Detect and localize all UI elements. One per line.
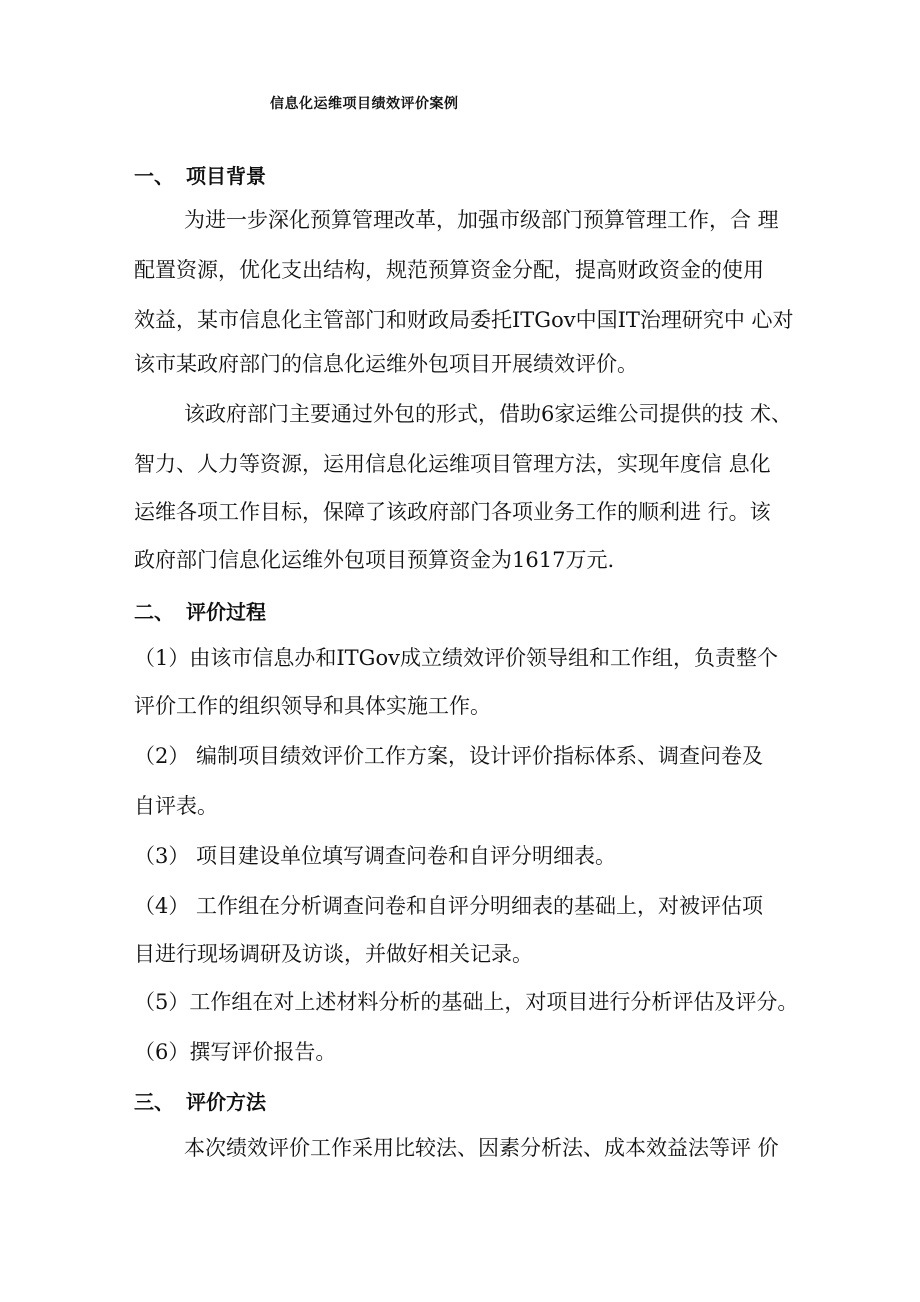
document-title: 信息化运维项目绩效评价案例: [270, 96, 459, 112]
section-number: 三、: [134, 1090, 174, 1114]
section-heading-1: [134, 160, 266, 189]
list-item-line: （4） 工作组在分析调查问卷和自评分明细表的基础上，对被评估项: [134, 894, 764, 918]
section-title: 评价过程: [186, 600, 266, 624]
paragraph-line: 本次绩效评价工作采用比较法、因素分析法、成本效益法等评 价: [184, 1136, 779, 1160]
section-number: 一、: [134, 164, 174, 188]
list-item-line: （5）工作组在对上述材料分析的基础上，对项目进行分析评估及评分。: [134, 990, 799, 1014]
list-item-line: （2） 编制项目绩效评价工作方案，设计评价指标体系、调查问卷及: [134, 744, 764, 768]
list-item-line: 评价工作的组织领导和具体实施工作。: [134, 694, 491, 718]
list-item-line: （1）由该市信息办和ITGov成立绩效评价领导组和工作组，负责整个: [134, 646, 778, 670]
section-title: 项目背景: [186, 164, 266, 188]
paragraph-line: 该市某政府部门的信息化运维外包项目开展绩效评价。: [134, 352, 638, 376]
paragraph-line: 配置资源，优化支出结构，规范预算资金分配，提高财政资金的使用: [134, 258, 764, 282]
section-heading-2: [134, 596, 266, 625]
list-item-line: （6）撰写评价报告。: [134, 1040, 337, 1064]
paragraph-line: 运维各项工作目标，保障了该政府部门各项业务工作的顺利进 行。该: [134, 500, 771, 524]
paragraph-line: 为进一步深化预算管理改革，加强市级部门预算管理工作，合 理: [184, 208, 779, 232]
paragraph-line: 智力、人力等资源，运用信息化运维项目管理方法，实现年度信 息化: [134, 452, 771, 476]
list-item-line: 自评表。: [134, 794, 218, 818]
paragraph-line: 政府部门信息化运维外包项目预算资金为1617万元.: [134, 548, 615, 572]
section-title: 评价方法: [186, 1090, 266, 1114]
paragraph-line: 效益，某市信息化主管部门和财政局委托ITGov中国IT治理研究中 心对: [134, 308, 794, 332]
section-number: 二、: [134, 600, 174, 624]
list-item-line: （3） 项目建设单位填写调查问卷和自评分明细表。: [134, 844, 617, 868]
section-heading-3: [134, 1086, 266, 1115]
paragraph-line: 该政府部门主要通过外包的形式，借助6家运维公司提供的技 术、: [184, 402, 793, 426]
list-item-line: 目进行现场调研及访谈，并做好相关记录。: [134, 942, 533, 966]
